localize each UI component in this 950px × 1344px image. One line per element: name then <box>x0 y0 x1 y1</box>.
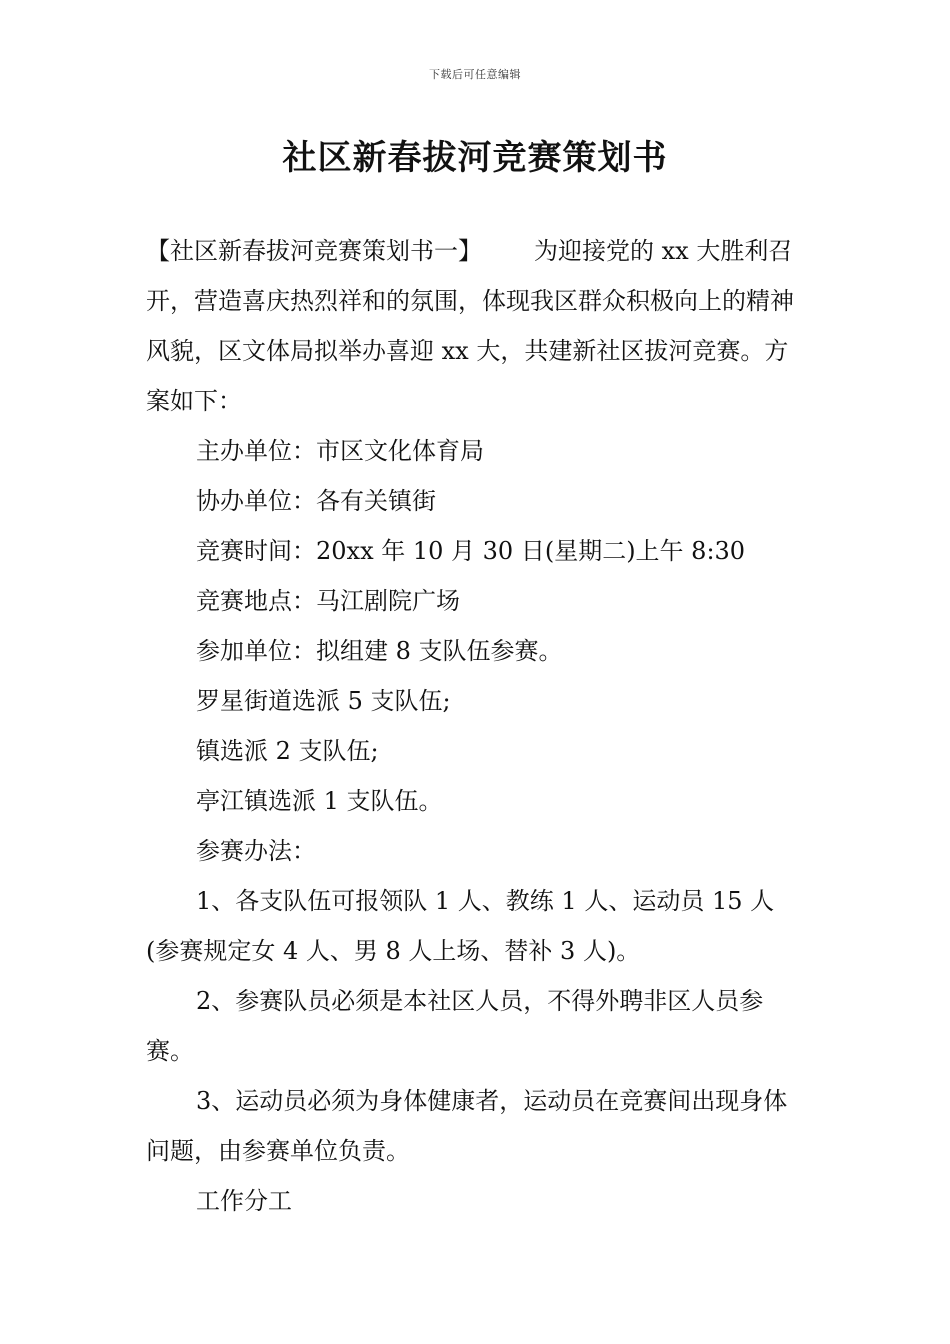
document-body <box>146 226 806 1226</box>
town-teams-line: 镇选派 2 支队伍; <box>196 737 379 765</box>
intro-text: 为迎接党的 xx 大胜利召开，营造喜庆热烈祥和的氛围，体现我区群众积极向上的精神风貌，区文体局拟举办喜迎 xx 大，共建新社区拔河竞赛。方案如下： <box>146 237 794 415</box>
work-division-heading: 工作分工 <box>196 1187 292 1215</box>
competition-time-line: 竞赛时间：20xx 年 10 月 30 日(星期二)上午 8:30 <box>196 537 746 565</box>
rules-heading: 参赛办法： <box>196 837 316 865</box>
luoxing-teams-line: 罗星街道选派 5 支队伍; <box>196 687 451 715</box>
competition-venue-line: 竞赛地点：马江剧院广场 <box>196 587 460 615</box>
rule-item-2: 2、参赛队员必须是本社区人员，不得外聘非区人员参赛。 <box>146 987 764 1065</box>
intro-paragraph <box>146 226 806 426</box>
header-note: 下载后可任意编辑 <box>429 68 521 81</box>
tingjiang-teams-line: 亭江镇选派 1 支队伍。 <box>196 787 443 815</box>
intro-bracket-title: 【社区新春拔河竞赛策划书一】 <box>146 237 482 265</box>
co-organizer-line: 协办单位：各有关镇街 <box>196 487 436 515</box>
participants-line: 参加单位：拟组建 8 支队伍参赛。 <box>196 637 563 665</box>
rule-item-3: 3、运动员必须为身体健康者，运动员在竞赛间出现身体问题，由参赛单位负责。 <box>146 1087 788 1165</box>
document-title: 社区新春拔河竞赛策划书 <box>282 138 668 178</box>
rule-item-1: 1、各支队伍可报领队 1 人、教练 1 人、运动员 15 人(参赛规定女 4 人、男 8 人上场、替补 3 人)。 <box>146 887 775 965</box>
organizer-line: 主办单位：市区文化体育局 <box>196 437 484 465</box>
